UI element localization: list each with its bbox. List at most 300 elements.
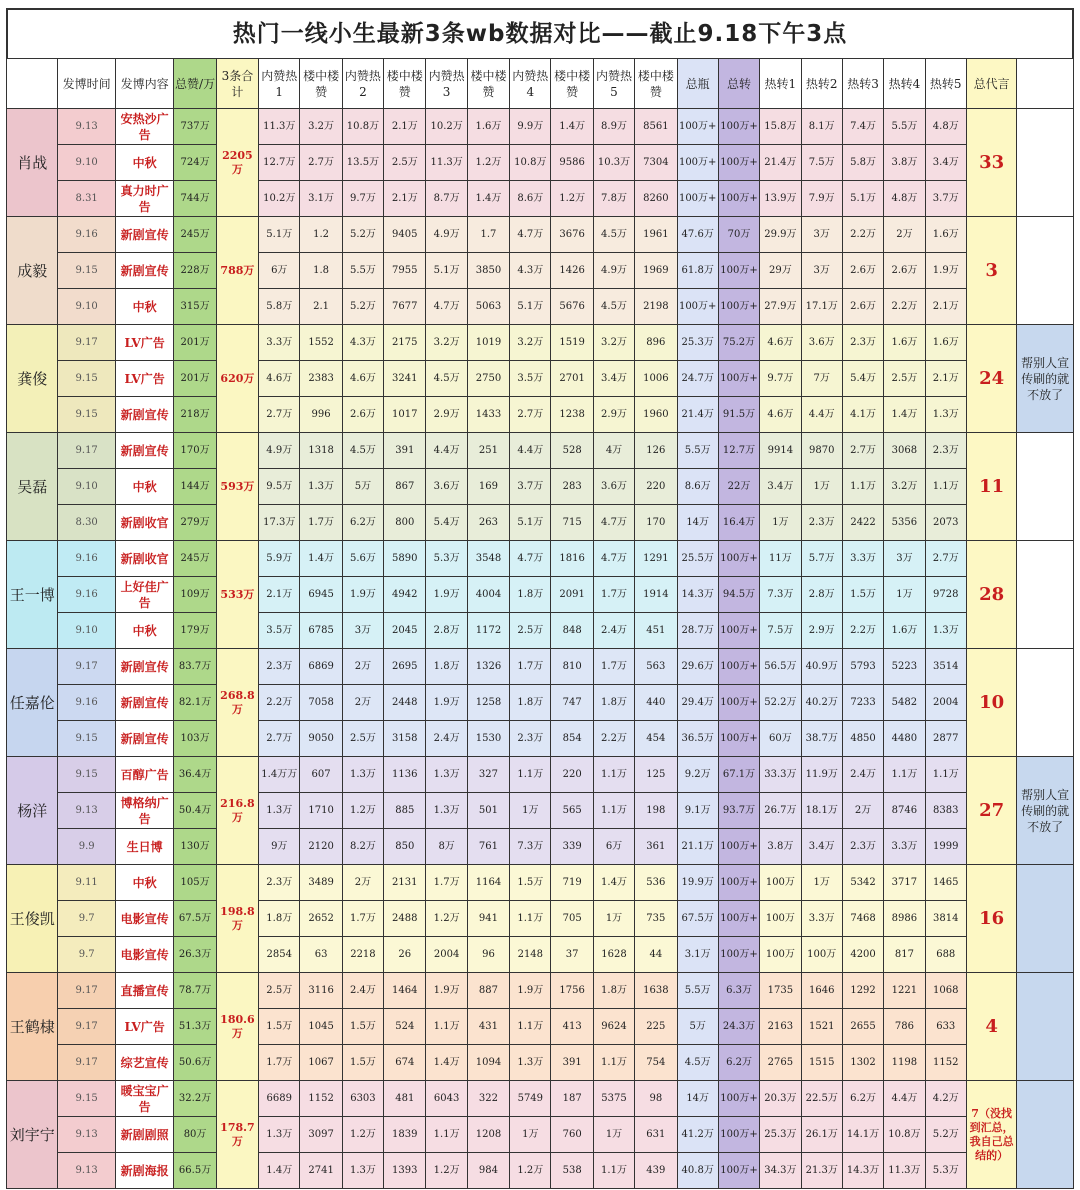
data-cell: 1.9万 [426, 577, 467, 613]
total-likes-cell: 50.6万 [174, 1045, 216, 1081]
data-cell: 9.7万 [760, 361, 801, 397]
data-cell: 5.5万 [677, 973, 718, 1009]
data-cell: 1152 [300, 1081, 342, 1117]
star-name: 王一博 [7, 541, 58, 649]
data-cell: 1.7万 [593, 577, 634, 613]
data-cell: 1.3万 [342, 1153, 383, 1189]
data-cell: 451 [635, 613, 677, 649]
data-cell: 3814 [925, 901, 966, 937]
note-cell [1017, 973, 1074, 1081]
data-cell: 1.7万 [593, 649, 634, 685]
data-cell: 607 [300, 757, 342, 793]
data-cell: 1.6万 [925, 325, 966, 361]
data-cell: 501 [467, 793, 509, 829]
data-cell: 4.6万 [760, 325, 801, 361]
three-post-sum: 2205万 [216, 109, 258, 217]
data-cell: 1万 [593, 901, 634, 937]
data-cell: 887 [467, 973, 509, 1009]
data-cell: 538 [551, 1153, 593, 1189]
post-content-cell: LV广告 [115, 325, 173, 361]
total-likes-cell: 51.3万 [174, 1009, 216, 1045]
data-cell: 1999 [925, 829, 966, 865]
data-cell: 2652 [300, 901, 342, 937]
data-cell: 6303 [342, 1081, 383, 1117]
total-likes-cell: 82.1万 [174, 685, 216, 721]
total-likes-cell: 315万 [174, 289, 216, 325]
data-cell: 8.6万 [510, 181, 551, 217]
data-cell: 5342 [842, 865, 883, 901]
data-cell: 3.3万 [842, 541, 883, 577]
data-cell: 1.5万 [342, 1045, 383, 1081]
data-cell: 1.8 [300, 253, 342, 289]
data-cell: 3.2万 [884, 469, 925, 505]
data-cell: 19.9万 [677, 865, 718, 901]
data-cell: 3068 [884, 433, 925, 469]
data-cell: 100万 [760, 937, 801, 973]
data-cell: 2.5万 [342, 721, 383, 757]
data-cell: 3万 [801, 217, 842, 253]
data-cell: 761 [467, 829, 509, 865]
total-likes-cell: 67.5万 [174, 901, 216, 937]
data-cell: 1.2万 [342, 793, 383, 829]
data-cell: 67.1万 [718, 757, 759, 793]
data-cell: 4.4万 [426, 433, 467, 469]
total-endorsements: 28 [966, 541, 1016, 649]
data-cell: 93.7万 [718, 793, 759, 829]
data-cell: 100万+ [677, 181, 718, 217]
data-cell: 1.6万 [467, 109, 509, 145]
data-cell: 1.4万 [259, 1153, 300, 1189]
data-cell: 47.6万 [677, 217, 718, 253]
data-cell: 1.5万 [510, 865, 551, 901]
data-cell: 2万 [342, 865, 383, 901]
post-date-cell: 9.13 [58, 1117, 115, 1153]
data-cell: 481 [384, 1081, 426, 1117]
data-cell: 1045 [300, 1009, 342, 1045]
data-cell: 5.2万 [925, 1117, 966, 1153]
data-cell: 3.1万 [677, 937, 718, 973]
data-cell: 4.4万 [801, 397, 842, 433]
post-content-cell: 新剧宣传 [115, 433, 173, 469]
data-cell: 2422 [842, 505, 883, 541]
post-date-cell: 9.16 [58, 541, 115, 577]
data-cell: 1.2 [300, 217, 342, 253]
data-cell: 1.7万 [426, 865, 467, 901]
data-cell: 169 [467, 469, 509, 505]
data-cell: 4480 [884, 721, 925, 757]
star-name: 刘宇宁 [7, 1081, 58, 1189]
data-cell: 1291 [635, 541, 677, 577]
data-cell: 391 [384, 433, 426, 469]
star-name: 王俊凯 [7, 865, 58, 973]
data-cell: 3717 [884, 865, 925, 901]
data-cell: 100万+ [718, 145, 759, 181]
post-content-cell: LV广告 [115, 361, 173, 397]
data-cell: 735 [635, 901, 677, 937]
data-cell: 810 [551, 649, 593, 685]
data-cell: 37 [551, 937, 593, 973]
data-cell: 1万 [801, 865, 842, 901]
post-date-cell: 9.15 [58, 361, 115, 397]
data-cell: 7468 [842, 901, 883, 937]
data-cell: 14.3万 [677, 577, 718, 613]
data-cell: 2.2万 [842, 613, 883, 649]
data-cell: 1.2万 [342, 1117, 383, 1153]
data-cell: 3.2万 [593, 325, 634, 361]
data-cell: 7304 [635, 145, 677, 181]
data-cell: 5793 [842, 649, 883, 685]
total-likes-cell: 130万 [174, 829, 216, 865]
data-cell: 1208 [467, 1117, 509, 1153]
header-cell: 内赞热4 [510, 59, 551, 109]
post-content-cell: 新剧海报 [115, 1153, 173, 1189]
post-date-cell: 9.13 [58, 793, 115, 829]
data-cell: 327 [467, 757, 509, 793]
data-cell: 2.4万 [342, 973, 383, 1009]
data-cell: 7233 [842, 685, 883, 721]
data-cell: 6785 [300, 613, 342, 649]
data-cell: 1.4万 [426, 1045, 467, 1081]
data-cell: 10.3万 [593, 145, 634, 181]
data-cell: 1067 [300, 1045, 342, 1081]
data-cell: 100万+ [677, 109, 718, 145]
data-cell: 2.3万 [842, 325, 883, 361]
data-cell: 2.2万 [593, 721, 634, 757]
data-cell: 1.1万 [842, 469, 883, 505]
data-cell: 26 [384, 937, 426, 973]
post-content-cell: LV广告 [115, 1009, 173, 1045]
data-cell: 3676 [551, 217, 593, 253]
post-date-cell: 9.17 [58, 1045, 115, 1081]
data-cell: 67.5万 [677, 901, 718, 937]
three-post-sum: 533万 [216, 541, 258, 649]
header-cell: 总瓶 [677, 59, 718, 109]
data-cell: 3097 [300, 1117, 342, 1153]
table-row [7, 613, 1074, 649]
data-cell: 3.3万 [884, 829, 925, 865]
data-cell: 6.2万 [342, 505, 383, 541]
data-cell: 24.7万 [677, 361, 718, 397]
data-cell: 1.4万 [551, 109, 593, 145]
data-cell: 431 [467, 1009, 509, 1045]
data-cell: 170 [635, 505, 677, 541]
data-cell: 25.3万 [760, 1117, 801, 1153]
data-cell: 3158 [384, 721, 426, 757]
total-likes-cell: 201万 [174, 325, 216, 361]
total-endorsements: 4 [966, 973, 1016, 1081]
header-cell: 发博内容 [115, 59, 173, 109]
data-cell: 1.9万 [426, 973, 467, 1009]
data-cell: 2091 [551, 577, 593, 613]
total-endorsements: 10 [966, 649, 1016, 757]
star-name: 吴磊 [7, 433, 58, 541]
data-cell: 4200 [842, 937, 883, 973]
data-cell: 3.2万 [510, 325, 551, 361]
data-cell: 1006 [635, 361, 677, 397]
data-cell: 1.2万 [510, 1153, 551, 1189]
data-cell: 339 [551, 829, 593, 865]
data-cell: 5.8万 [842, 145, 883, 181]
header-cell [1017, 59, 1074, 109]
data-cell: 1.4万 [467, 181, 509, 217]
total-likes-cell: 78.7万 [174, 973, 216, 1009]
total-likes-cell: 218万 [174, 397, 216, 433]
data-cell: 5.1万 [259, 217, 300, 253]
data-cell: 3.6万 [801, 325, 842, 361]
data-cell: 4.5万 [426, 361, 467, 397]
data-cell: 11.9万 [801, 757, 842, 793]
post-date-cell: 9.10 [58, 613, 115, 649]
star-name: 任嘉伦 [7, 649, 58, 757]
data-cell: 4004 [467, 577, 509, 613]
post-date-cell: 9.17 [58, 649, 115, 685]
data-cell: 7.5万 [801, 145, 842, 181]
comparison-sheet [6, 8, 1074, 1186]
three-post-sum: 620万 [216, 325, 258, 433]
data-cell: 8260 [635, 181, 677, 217]
post-date-cell: 9.17 [58, 1009, 115, 1045]
data-cell: 4.8万 [884, 181, 925, 217]
data-cell: 2.7万 [300, 145, 342, 181]
data-cell: 1710 [300, 793, 342, 829]
three-post-sum: 178.7万 [216, 1081, 258, 1189]
table-row [7, 1045, 1074, 1081]
data-cell: 4.4万 [884, 1081, 925, 1117]
data-cell: 1.2万 [551, 181, 593, 217]
data-cell: 11.3万 [259, 109, 300, 145]
data-cell: 4.6万 [259, 361, 300, 397]
table-row [7, 397, 1074, 433]
table-row [7, 469, 1074, 505]
data-cell: 2.4万 [593, 613, 634, 649]
data-cell: 1万 [801, 469, 842, 505]
three-post-sum: 788万 [216, 217, 258, 325]
data-cell: 3.2万 [426, 325, 467, 361]
data-cell: 631 [635, 1117, 677, 1153]
post-date-cell: 9.16 [58, 217, 115, 253]
data-cell: 996 [300, 397, 342, 433]
post-content-cell: 生日博 [115, 829, 173, 865]
data-cell: 786 [884, 1009, 925, 1045]
post-content-cell: 中秋 [115, 289, 173, 325]
data-cell: 4.7万 [510, 541, 551, 577]
data-cell: 7058 [300, 685, 342, 721]
data-cell: 5676 [551, 289, 593, 325]
data-cell: 4万 [593, 433, 634, 469]
note-cell [1017, 217, 1074, 325]
data-cell: 1816 [551, 541, 593, 577]
data-cell: 5223 [884, 649, 925, 685]
data-cell: 61.8万 [677, 253, 718, 289]
data-cell: 1.3万 [259, 793, 300, 829]
data-cell: 5.2万 [342, 289, 383, 325]
data-cell: 22.5万 [801, 1081, 842, 1117]
data-cell: 4.3万 [510, 253, 551, 289]
data-cell: 1302 [842, 1045, 883, 1081]
data-cell: 1.7万 [300, 505, 342, 541]
data-cell: 2万 [342, 685, 383, 721]
post-date-cell: 9.15 [58, 757, 115, 793]
data-cell: 8383 [925, 793, 966, 829]
total-likes-cell: 201万 [174, 361, 216, 397]
data-cell: 1.1万 [510, 1009, 551, 1045]
data-cell: 2488 [384, 901, 426, 937]
post-date-cell: 9.17 [58, 433, 115, 469]
data-cell: 1.8万 [426, 649, 467, 685]
data-cell: 6869 [300, 649, 342, 685]
data-cell: 9.9万 [510, 109, 551, 145]
data-cell: 5063 [467, 289, 509, 325]
data-cell: 885 [384, 793, 426, 829]
table-row [7, 217, 1074, 253]
data-cell: 2.9万 [801, 613, 842, 649]
data-cell: 1.7万 [342, 901, 383, 937]
data-cell: 2.7万 [925, 541, 966, 577]
post-content-cell: 中秋 [115, 613, 173, 649]
data-cell: 1.4万万 [259, 757, 300, 793]
data-cell: 10.2万 [259, 181, 300, 217]
data-cell: 1552 [300, 325, 342, 361]
data-cell: 1.8万 [510, 577, 551, 613]
data-cell: 2701 [551, 361, 593, 397]
post-content-cell: 新剧宣传 [115, 649, 173, 685]
data-cell: 5375 [593, 1081, 634, 1117]
data-cell: 4.7万 [510, 217, 551, 253]
data-cell: 5749 [510, 1081, 551, 1117]
data-cell: 15.8万 [760, 109, 801, 145]
data-cell: 21.3万 [801, 1153, 842, 1189]
header-cell: 内赞热2 [342, 59, 383, 109]
data-cell: 2.7万 [259, 721, 300, 757]
data-cell: 100万+ [718, 901, 759, 937]
post-content-cell: 中秋 [115, 865, 173, 901]
total-likes-cell: 724万 [174, 145, 216, 181]
data-cell: 27.9万 [760, 289, 801, 325]
post-date-cell: 9.17 [58, 325, 115, 361]
data-cell: 2.4万 [426, 721, 467, 757]
data-cell: 1.3万 [510, 1045, 551, 1081]
table-row [7, 145, 1074, 181]
data-cell: 9.1万 [677, 793, 718, 829]
data-cell: 9914 [760, 433, 801, 469]
data-cell: 2.6万 [342, 397, 383, 433]
data-cell: 70万 [718, 217, 759, 253]
data-cell: 7.4万 [842, 109, 883, 145]
data-cell: 2.5万 [884, 361, 925, 397]
data-cell: 2.1万 [384, 109, 426, 145]
data-cell: 100万+ [718, 361, 759, 397]
data-cell: 2198 [635, 289, 677, 325]
post-content-cell: 安热沙广告 [115, 109, 173, 145]
data-cell: 1465 [925, 865, 966, 901]
data-cell: 2148 [510, 937, 551, 973]
data-cell: 263 [467, 505, 509, 541]
data-cell: 1960 [635, 397, 677, 433]
data-cell: 9728 [925, 577, 966, 613]
data-cell: 29万 [760, 253, 801, 289]
data-cell: 1638 [635, 973, 677, 1009]
post-content-cell: 中秋 [115, 469, 173, 505]
data-cell: 8.6万 [677, 469, 718, 505]
table-row [7, 865, 1074, 901]
table-row [7, 541, 1074, 577]
data-cell: 1068 [925, 973, 966, 1009]
data-cell: 3.2万 [300, 109, 342, 145]
data-cell: 1.1万 [510, 757, 551, 793]
data-cell: 100万 [760, 901, 801, 937]
data-cell: 2383 [300, 361, 342, 397]
data-cell: 4.1万 [842, 397, 883, 433]
data-cell: 2.2万 [259, 685, 300, 721]
data-cell: 2.9万 [426, 397, 467, 433]
data-cell: 6.2万 [718, 1045, 759, 1081]
data-cell: 8.7万 [426, 181, 467, 217]
note-cell: 帮别人宣传刷的就不放了 [1017, 757, 1074, 865]
data-cell: 5.6万 [342, 541, 383, 577]
data-cell: 100万+ [677, 145, 718, 181]
data-cell: 391 [551, 1045, 593, 1081]
data-cell: 1.3万 [300, 469, 342, 505]
data-cell: 2877 [925, 721, 966, 757]
data-cell: 747 [551, 685, 593, 721]
data-cell: 198 [635, 793, 677, 829]
data-cell: 100万+ [718, 541, 759, 577]
data-cell: 100万+ [718, 829, 759, 865]
data-cell: 3万 [801, 253, 842, 289]
data-cell: 322 [467, 1081, 509, 1117]
data-cell: 2.8万 [426, 613, 467, 649]
data-cell: 2.7万 [842, 433, 883, 469]
data-cell: 9586 [551, 145, 593, 181]
data-cell: 817 [884, 937, 925, 973]
data-cell: 1094 [467, 1045, 509, 1081]
data-cell: 2.4万 [842, 757, 883, 793]
data-cell: 52.2万 [760, 685, 801, 721]
table-row [7, 937, 1074, 973]
table-row [7, 721, 1074, 757]
data-cell: 715 [551, 505, 593, 541]
three-post-sum: 593万 [216, 433, 258, 541]
header-cell: 总转 [718, 59, 759, 109]
post-date-cell: 9.17 [58, 973, 115, 1009]
data-cell: 8.1万 [801, 109, 842, 145]
data-cell: 4850 [842, 721, 883, 757]
data-cell: 6689 [259, 1081, 300, 1117]
table-row [7, 757, 1074, 793]
header-cell: 总代言 [966, 59, 1016, 109]
data-cell: 10.2万 [426, 109, 467, 145]
data-cell: 28.7万 [677, 613, 718, 649]
data-cell: 100万+ [718, 253, 759, 289]
table-row [7, 1117, 1074, 1153]
data-cell: 2695 [384, 649, 426, 685]
table-row [7, 109, 1074, 145]
data-cell: 8.2万 [342, 829, 383, 865]
data-cell: 1426 [551, 253, 593, 289]
header-cell: 楼中楼赞 [635, 59, 677, 109]
data-cell: 760 [551, 1117, 593, 1153]
data-cell: 2.1万 [925, 289, 966, 325]
data-cell: 1646 [801, 973, 842, 1009]
data-cell: 3548 [467, 541, 509, 577]
post-date-cell: 9.11 [58, 865, 115, 901]
data-cell: 528 [551, 433, 593, 469]
data-cell: 2045 [384, 613, 426, 649]
data-cell: 4.7万 [593, 505, 634, 541]
data-cell: 2175 [384, 325, 426, 361]
data-cell: 4.8万 [925, 109, 966, 145]
header-cell: 热转1 [760, 59, 801, 109]
